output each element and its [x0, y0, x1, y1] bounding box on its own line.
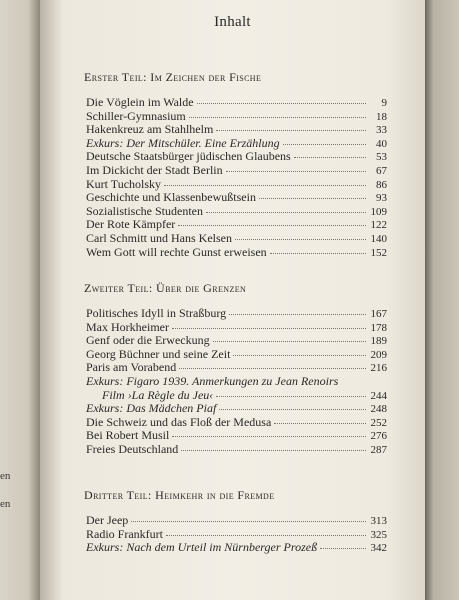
toc-entry [86, 348, 387, 362]
dot-leader [213, 341, 366, 342]
toc-entry-title: Politisches Idyll in Straßburg [86, 306, 227, 320]
toc-page-number: 287 [370, 443, 387, 456]
dot-leader [320, 548, 366, 549]
toc-entry-title: Schiller-Gymnasium [86, 108, 186, 123]
toc-page-number: 178 [370, 321, 387, 334]
toc-page-number: 67 [376, 164, 387, 177]
dot-leader [197, 103, 366, 104]
toc-page-number: 216 [370, 362, 387, 375]
toc-entry [86, 191, 387, 205]
dot-leader [131, 521, 366, 522]
dot-leader [229, 314, 366, 315]
dot-leader [233, 355, 366, 356]
toc-page-number: 9 [381, 97, 387, 109]
toc-page-number: 40 [376, 137, 387, 150]
toc-page-number: 18 [376, 110, 387, 123]
toc-entry-title: Exkurs: Nach dem Urteil im Nürnberger Prozeß [86, 540, 318, 555]
toc-page-number: 93 [376, 192, 387, 205]
toc-entry [86, 402, 387, 416]
left-page-fragment: en [0, 498, 11, 510]
toc-entry [86, 528, 387, 542]
page-title: Inhalt [214, 14, 251, 30]
toc-entry [86, 429, 387, 443]
dot-leader [178, 225, 366, 226]
toc-page-number: 152 [370, 246, 387, 259]
toc-page-number: 109 [370, 205, 387, 218]
toc-entry-title: Exkurs: Figaro 1939. Anmerkungen zu Jean Renoirs [86, 373, 339, 388]
dot-leader [216, 396, 366, 397]
section-heading-1: Erster Teil: Im Zeichen der Fische [84, 70, 262, 84]
toc-entry-title: Paris am Vorabend [86, 360, 177, 375]
toc-entry [86, 541, 387, 555]
dot-leader [274, 423, 366, 424]
toc-list-part-1 [86, 96, 387, 259]
dot-leader [219, 409, 366, 410]
dot-leader [226, 171, 366, 172]
dot-leader [283, 144, 366, 145]
toc-entry [86, 361, 387, 375]
book-spine-edge [425, 0, 459, 600]
dot-leader [166, 535, 366, 536]
toc-page-number: 189 [370, 335, 387, 348]
toc-page-number: 33 [376, 124, 387, 137]
toc-entry-title: Die Vöglein im Walde [86, 95, 194, 109]
toc-entry-title: Kurt Tucholsky [86, 176, 162, 191]
toc-entry [86, 96, 387, 110]
dot-leader [216, 130, 366, 131]
toc-list-part-3 [86, 514, 387, 555]
toc-entry [86, 218, 387, 232]
section-heading-2: Zweiter Teil: Über die Grenzen [84, 281, 247, 295]
toc-page-number: 167 [370, 308, 387, 320]
toc-entry [86, 137, 387, 151]
toc-entry [86, 307, 387, 321]
toc-entry [86, 443, 387, 457]
dot-leader [259, 198, 366, 199]
toc-entry [86, 110, 387, 124]
dot-leader [235, 239, 366, 240]
toc-entry [86, 514, 387, 528]
toc-entry [86, 375, 387, 389]
toc-entry-title: Hakenkreuz am Stahlhelm [86, 122, 214, 137]
left-page-fragment: en [0, 470, 11, 482]
toc-page-number: 86 [376, 178, 387, 191]
toc-entry-title: Der Jeep [86, 513, 129, 527]
book-page [40, 0, 425, 600]
dot-leader [164, 185, 366, 186]
toc-page-number: 244 [370, 389, 387, 402]
toc-entry-title: Bei Robert Musil [86, 428, 170, 443]
toc-entry-title: Sozialistische Studenten [86, 203, 203, 218]
toc-entry-title: Geschichte und Klassenbewußtsein [86, 190, 256, 205]
toc-entry-title: Wem Gott will rechte Gunst erweisen [86, 244, 267, 259]
toc-page-number: 325 [370, 528, 387, 541]
toc-entry-title: Exkurs: Der Mitschüler. Eine Erzählung [86, 135, 280, 150]
toc-entry-title: Film ›La Règle du Jeu‹ [102, 387, 214, 402]
toc-entry-title: Max Horkheimer [86, 319, 169, 334]
toc-entry-title: Exkurs: Das Mädchen Piaf [86, 401, 217, 416]
section-heading-3: Dritter Teil: Heimkehr in die Fremde [84, 488, 275, 502]
toc-page-number: 122 [370, 219, 387, 232]
toc-entry-title: Georg Büchner und seine Zeit [86, 346, 231, 361]
toc-page-number: 53 [376, 151, 387, 164]
toc-page-number: 276 [370, 430, 387, 443]
dot-leader [189, 117, 366, 118]
toc-page-number: 248 [370, 403, 387, 416]
toc-entry-title: Im Dickicht der Stadt Berlin [86, 162, 223, 177]
toc-entry-title: Freies Deutschland [86, 441, 179, 456]
toc-entry-title: Carl Schmitt und Hans Kelsen [86, 230, 232, 245]
dot-leader [270, 253, 366, 254]
toc-entry [86, 123, 387, 137]
toc-entry-title: Die Schweiz und das Floß der Medusa [86, 414, 272, 429]
toc-entry [86, 334, 387, 348]
dot-leader [181, 450, 366, 451]
toc-page-number: 342 [370, 542, 387, 555]
toc-list-part-2 [86, 307, 387, 457]
toc-entry-title: Genf oder die Erweckung [86, 333, 210, 348]
toc-page-number: 313 [370, 515, 387, 527]
toc-page-number: 140 [370, 232, 387, 245]
dot-leader [206, 212, 366, 213]
toc-entry [86, 164, 387, 178]
toc-entry [86, 150, 387, 164]
toc-entry [86, 246, 387, 260]
dot-leader [294, 157, 366, 158]
toc-entry [86, 416, 387, 430]
toc-entry [86, 205, 387, 219]
toc-entry [86, 178, 387, 192]
dot-leader [179, 368, 366, 369]
toc-page-number: 209 [370, 348, 387, 361]
toc-page-number: 252 [370, 416, 387, 429]
dot-leader [172, 436, 366, 437]
dot-leader [172, 328, 366, 329]
toc-entry [86, 321, 387, 335]
toc-entry [86, 389, 387, 403]
toc-entry-title: Radio Frankfurt [86, 526, 163, 541]
toc-entry-title: Deutsche Staatsbürger jüdischen Glaubens [86, 149, 291, 164]
left-page-edge [0, 0, 40, 600]
toc-entry-title: Der Rote Kämpfer [86, 217, 176, 232]
toc-entry [86, 232, 387, 246]
